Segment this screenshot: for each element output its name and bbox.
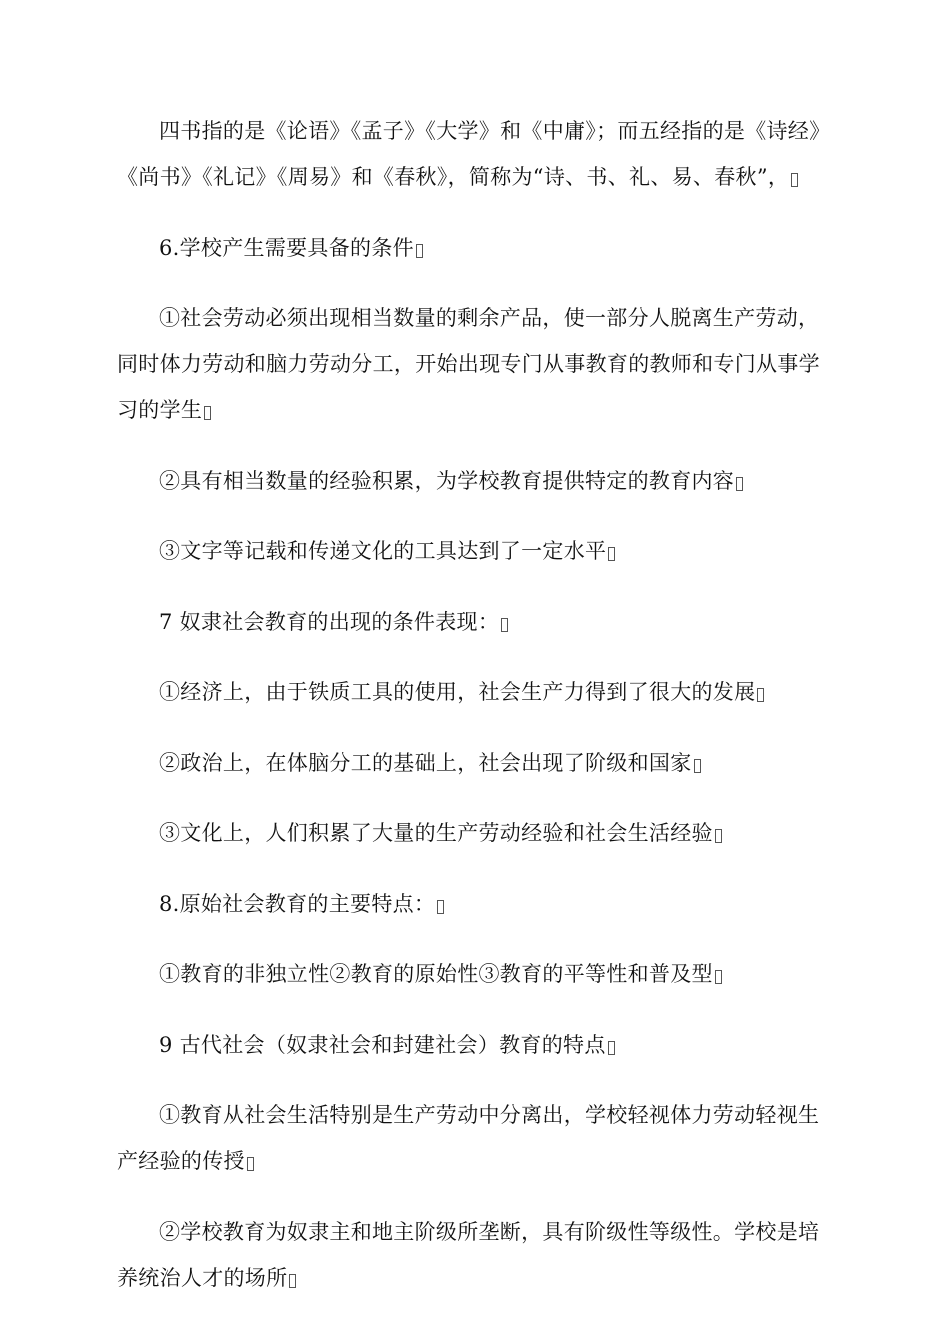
missing-glyph-mark [247, 1157, 254, 1171]
document-body [117, 108, 835, 1325]
missing-glyph-mark [289, 1274, 296, 1288]
list-item: ②具有相当数量的经验积累，为学校教育提供特定的教育内容 [117, 458, 835, 504]
missing-glyph-mark [501, 618, 508, 632]
heading-ancient-education: 9 古代社会（奴隶社会和封建社会）教育的特点 [117, 1022, 835, 1068]
list-item: ②学校教育为奴隶主和地主阶级所垄断，具有阶级性等级性。学校是培养统治人才的场所 [117, 1219, 820, 1290]
heading-school-conditions: 6.学校产生需要具备的条件 [117, 225, 835, 271]
list-item: ②政治上，在体脑分工的基础上，社会出现了阶级和国家 [117, 740, 835, 786]
missing-glyph-mark [416, 244, 423, 258]
missing-glyph-mark [437, 900, 444, 914]
missing-glyph-mark [608, 1041, 615, 1055]
missing-glyph-mark [204, 406, 211, 420]
paragraph-four-books-five-classics: 四书指的是《论语》《孟子》《大学》和《中庸》；而五经指的是《诗经》《尚书》《礼记》《周易》和《春秋》，简称为“诗、书、礼、易、春秋”， [117, 119, 831, 189]
missing-glyph-mark [791, 173, 798, 187]
list-item: ①经济上，由于铁质工具的使用，社会生产力得到了很大的发展 [117, 669, 835, 715]
list-item: ③文化上，人们积累了大量的生产劳动经验和社会生活经验 [117, 810, 835, 856]
missing-glyph-mark [736, 477, 743, 491]
missing-glyph-mark [715, 829, 722, 843]
missing-glyph-mark [715, 970, 722, 984]
missing-glyph-mark [757, 688, 764, 702]
heading-primitive-education: 8.原始社会教育的主要特点： [117, 881, 835, 927]
list-item: ①教育的非独立性②教育的原始性③教育的平等性和普及型 [117, 951, 835, 997]
list-item: ③文字等记载和传递文化的工具达到了一定水平 [117, 528, 835, 574]
list-item: ①教育从社会生活特别是生产劳动中分离出，学校轻视体力劳动轻视生产经验的传授 [117, 1103, 820, 1173]
heading-slave-society-conditions: 7 奴隶社会教育的出现的条件表现： [117, 599, 835, 645]
missing-glyph-mark [694, 759, 701, 773]
list-item: ①社会劳动必须出现相当数量的剩余产品，使一部分人脱离生产劳动，同时体力劳动和脑力劳动分工，开始出现专门从事教育的教师和专门从事学习的学生 [117, 306, 820, 422]
missing-glyph-mark [608, 547, 615, 561]
